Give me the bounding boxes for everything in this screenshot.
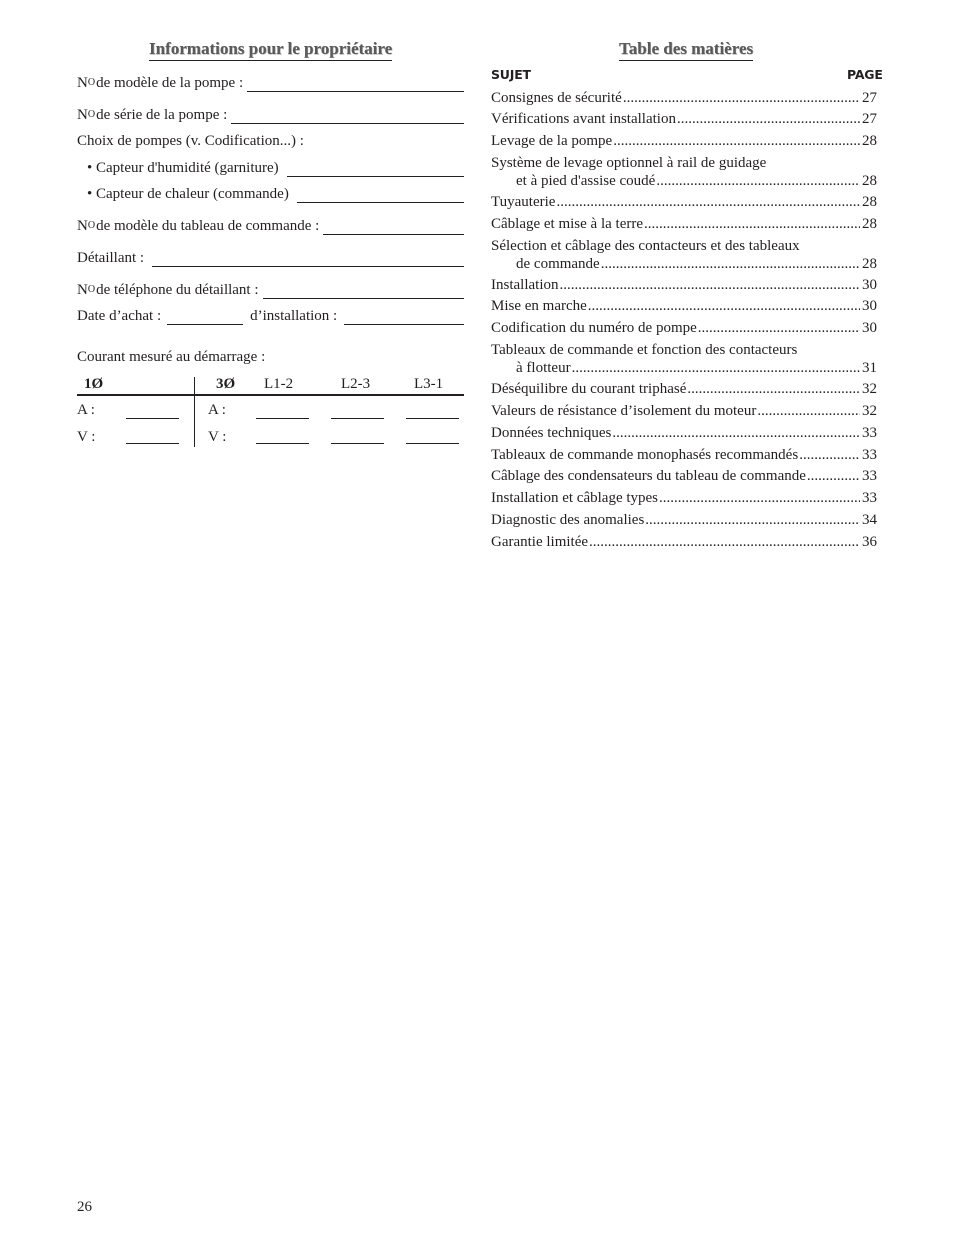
toc-entry-page: 27 xyxy=(862,90,877,106)
owner-info-heading: Informations pour le propriétaire xyxy=(149,38,392,61)
toc-entry[interactable] xyxy=(491,154,877,190)
toc-entry-page: 31 xyxy=(862,360,877,376)
toc-entry[interactable] xyxy=(491,511,877,529)
toc-entry-title: Codification du numéro de pompe xyxy=(491,320,697,336)
moisture-sensor-line[interactable] xyxy=(287,162,464,177)
toc-entry[interactable] xyxy=(491,489,877,507)
no-superscript: O xyxy=(87,109,96,120)
toc-entry-title: Diagnostic des anomalies xyxy=(491,512,645,528)
toc-entry[interactable] xyxy=(491,132,877,150)
toc-entry[interactable] xyxy=(491,215,877,233)
l23-header: L2-3 xyxy=(341,376,371,392)
panel-model-line[interactable] xyxy=(323,220,464,235)
toc-leader-dots xyxy=(589,533,860,551)
no-superscript: O xyxy=(87,284,96,295)
toc-entry[interactable] xyxy=(491,533,877,551)
toc-entry[interactable] xyxy=(491,446,877,464)
toc-heading: Table des matières xyxy=(619,38,753,61)
pump-serial-line[interactable] xyxy=(231,109,464,124)
pump-model-field[interactable] xyxy=(77,74,464,92)
toc-leader-dots xyxy=(572,359,860,377)
toc-entry-page: 33 xyxy=(862,468,877,484)
toc-entry-page: 28 xyxy=(862,216,877,232)
toc-entry[interactable] xyxy=(491,193,877,211)
toc-leader-dots xyxy=(601,255,860,273)
l12-amps-line[interactable] xyxy=(256,418,309,419)
no-prefix: N xyxy=(77,218,88,234)
toc-entry-title: Levage de la pompe xyxy=(491,133,613,149)
toc-entry-title: Données techniques xyxy=(491,425,612,441)
toc-entry-title: Déséquilibre du courant triphasé xyxy=(491,381,687,397)
toc-leader-dots xyxy=(613,132,860,150)
l23-amps-line[interactable] xyxy=(331,418,384,419)
toc-entry-title: Tuyauterie xyxy=(491,194,556,210)
three-phase-header: 3Ø xyxy=(216,376,236,392)
dealer-field[interactable] xyxy=(77,249,464,267)
current-measured-label: Courant mesuré au démarrage : xyxy=(77,349,266,365)
heat-sensor-field[interactable] xyxy=(87,185,464,203)
page-number: 26 xyxy=(77,1199,92,1215)
three-phase-volts-label: V : xyxy=(208,429,227,445)
toc-leader-dots xyxy=(757,402,860,420)
pump-serial-label: de série de la pompe : xyxy=(96,107,228,123)
toc-entry-page: 36 xyxy=(862,534,877,550)
toc-entry-title-cont: de commande xyxy=(516,256,600,272)
install-date-label: d’installation : xyxy=(250,308,338,324)
toc-leader-dots xyxy=(807,467,860,485)
toc-entry[interactable] xyxy=(491,237,877,273)
single-phase-amps-line[interactable] xyxy=(126,418,179,419)
pump-options-row xyxy=(77,132,464,150)
toc-leader-dots xyxy=(623,89,860,107)
toc-entry-title: Tableaux de commande monophasés recommandés xyxy=(491,447,799,463)
toc-leader-dots xyxy=(612,424,860,442)
single-phase-header: 1Ø xyxy=(84,376,104,392)
l23-volts-line[interactable] xyxy=(331,443,384,444)
toc-entry[interactable] xyxy=(491,297,877,315)
toc-entry-page: 28 xyxy=(862,133,877,149)
toc-entry-page: 28 xyxy=(862,194,877,210)
toc-entry-title: Installation xyxy=(491,277,559,293)
toc-entry-title: Câblage et mise à la terre xyxy=(491,216,644,232)
toc-entry-page: 33 xyxy=(862,490,877,506)
panel-model-label: de modèle du tableau de commande : xyxy=(96,218,320,234)
l12-header: L1-2 xyxy=(264,376,294,392)
panel-model-field[interactable] xyxy=(77,217,464,235)
toc-entry-title: Garantie limitée xyxy=(491,534,589,550)
moisture-sensor-label: • Capteur d'humidité (garniture) xyxy=(87,160,279,176)
pump-serial-field[interactable] xyxy=(77,106,464,124)
heat-sensor-line[interactable] xyxy=(297,188,464,203)
toc-entry-page: 33 xyxy=(862,425,877,441)
toc-leader-dots xyxy=(645,511,860,529)
toc-entry-title: Mise en marche xyxy=(491,298,587,314)
toc-leader-dots xyxy=(560,276,861,294)
toc-entry-title: Système de levage optionnel à rail de guidage xyxy=(491,155,767,171)
current-table-divider xyxy=(194,377,195,447)
toc-entry-title: Sélection et câblage des contacteurs et des tableaux xyxy=(491,238,800,254)
install-date-line[interactable] xyxy=(344,310,464,325)
dates-field[interactable] xyxy=(77,307,464,325)
toc-leader-dots xyxy=(556,193,860,211)
no-superscript: O xyxy=(87,220,96,231)
no-superscript: O xyxy=(87,77,96,88)
toc-entry-title: Vérifications avant installation xyxy=(491,111,676,127)
toc-entry-title: Valeurs de résistance d’isolement du moteur xyxy=(491,403,757,419)
no-prefix: N xyxy=(77,107,88,123)
dealer-phone-field[interactable] xyxy=(77,281,464,299)
moisture-sensor-field[interactable] xyxy=(87,159,464,177)
l31-volts-line[interactable] xyxy=(406,443,459,444)
pump-model-label: de modèle de la pompe : xyxy=(96,75,244,91)
single-phase-volts-line[interactable] xyxy=(126,443,179,444)
toc-entry-page: 30 xyxy=(862,320,877,336)
purchase-date-line[interactable] xyxy=(167,310,243,325)
heat-sensor-label: • Capteur de chaleur (commande) xyxy=(87,186,289,202)
dealer-phone-label: de téléphone du détaillant : xyxy=(96,282,259,298)
dealer-line[interactable] xyxy=(152,252,464,267)
toc-entry[interactable] xyxy=(491,380,877,398)
toc-entry[interactable] xyxy=(491,402,877,420)
dealer-label: Détaillant : xyxy=(77,250,145,266)
toc-entry-page: 27 xyxy=(862,111,877,127)
single-phase-amps-label: A : xyxy=(77,402,95,418)
toc-leader-dots xyxy=(644,215,860,233)
toc-entry-page: 32 xyxy=(862,403,877,419)
single-phase-volts-label: V : xyxy=(77,429,96,445)
pump-options-label: Choix de pompes (v. Codification...) : xyxy=(77,133,304,149)
l12-volts-line[interactable] xyxy=(256,443,309,444)
toc-entry-title: Installation et câblage types xyxy=(491,490,659,506)
toc-leader-dots xyxy=(656,172,860,190)
toc-entry-page: 34 xyxy=(862,512,877,528)
toc-entry-page: 33 xyxy=(862,447,877,463)
toc-entry-title: Câblage des condensateurs du tableau de commande xyxy=(491,468,806,484)
toc-entry-page: 28 xyxy=(862,173,877,189)
three-phase-amps-label: A : xyxy=(208,402,226,418)
no-prefix: N xyxy=(77,75,88,91)
toc-entry[interactable] xyxy=(491,467,877,485)
toc-subject-header: SUJET xyxy=(491,67,531,82)
toc-entry[interactable] xyxy=(491,319,877,337)
l31-header: L3-1 xyxy=(414,376,444,392)
toc-leader-dots xyxy=(677,110,860,128)
toc-entry-page: 32 xyxy=(862,381,877,397)
dealer-phone-line[interactable] xyxy=(263,284,464,299)
toc-entry[interactable] xyxy=(491,89,877,107)
toc-entry-title: Tableaux de commande et fonction des contacteurs xyxy=(491,342,798,358)
toc-entry[interactable] xyxy=(491,341,877,377)
toc-page-header: PAGE xyxy=(847,67,883,82)
toc-entry-title-cont: à flotteur xyxy=(516,360,571,376)
toc-entry[interactable] xyxy=(491,424,877,442)
toc-entry-page: 28 xyxy=(862,256,877,272)
purchase-date-label: Date d’achat : xyxy=(77,308,162,324)
toc-entry-page: 30 xyxy=(862,298,877,314)
toc-entry-title-cont: et à pied d'assise coudé xyxy=(516,173,656,189)
l31-amps-line[interactable] xyxy=(406,418,459,419)
toc-leader-dots xyxy=(659,489,860,507)
pump-model-line[interactable] xyxy=(247,77,464,92)
toc-entry-title: Consignes de sécurité xyxy=(491,90,622,106)
toc-leader-dots xyxy=(588,297,860,315)
toc-entry-page: 30 xyxy=(862,277,877,293)
toc-leader-dots xyxy=(799,446,860,464)
toc-leader-dots xyxy=(698,319,860,337)
current-table-rule xyxy=(77,394,464,396)
toc-entry[interactable] xyxy=(491,276,877,294)
no-prefix: N xyxy=(77,282,88,298)
toc-entry[interactable] xyxy=(491,110,877,128)
toc-leader-dots xyxy=(687,380,860,398)
